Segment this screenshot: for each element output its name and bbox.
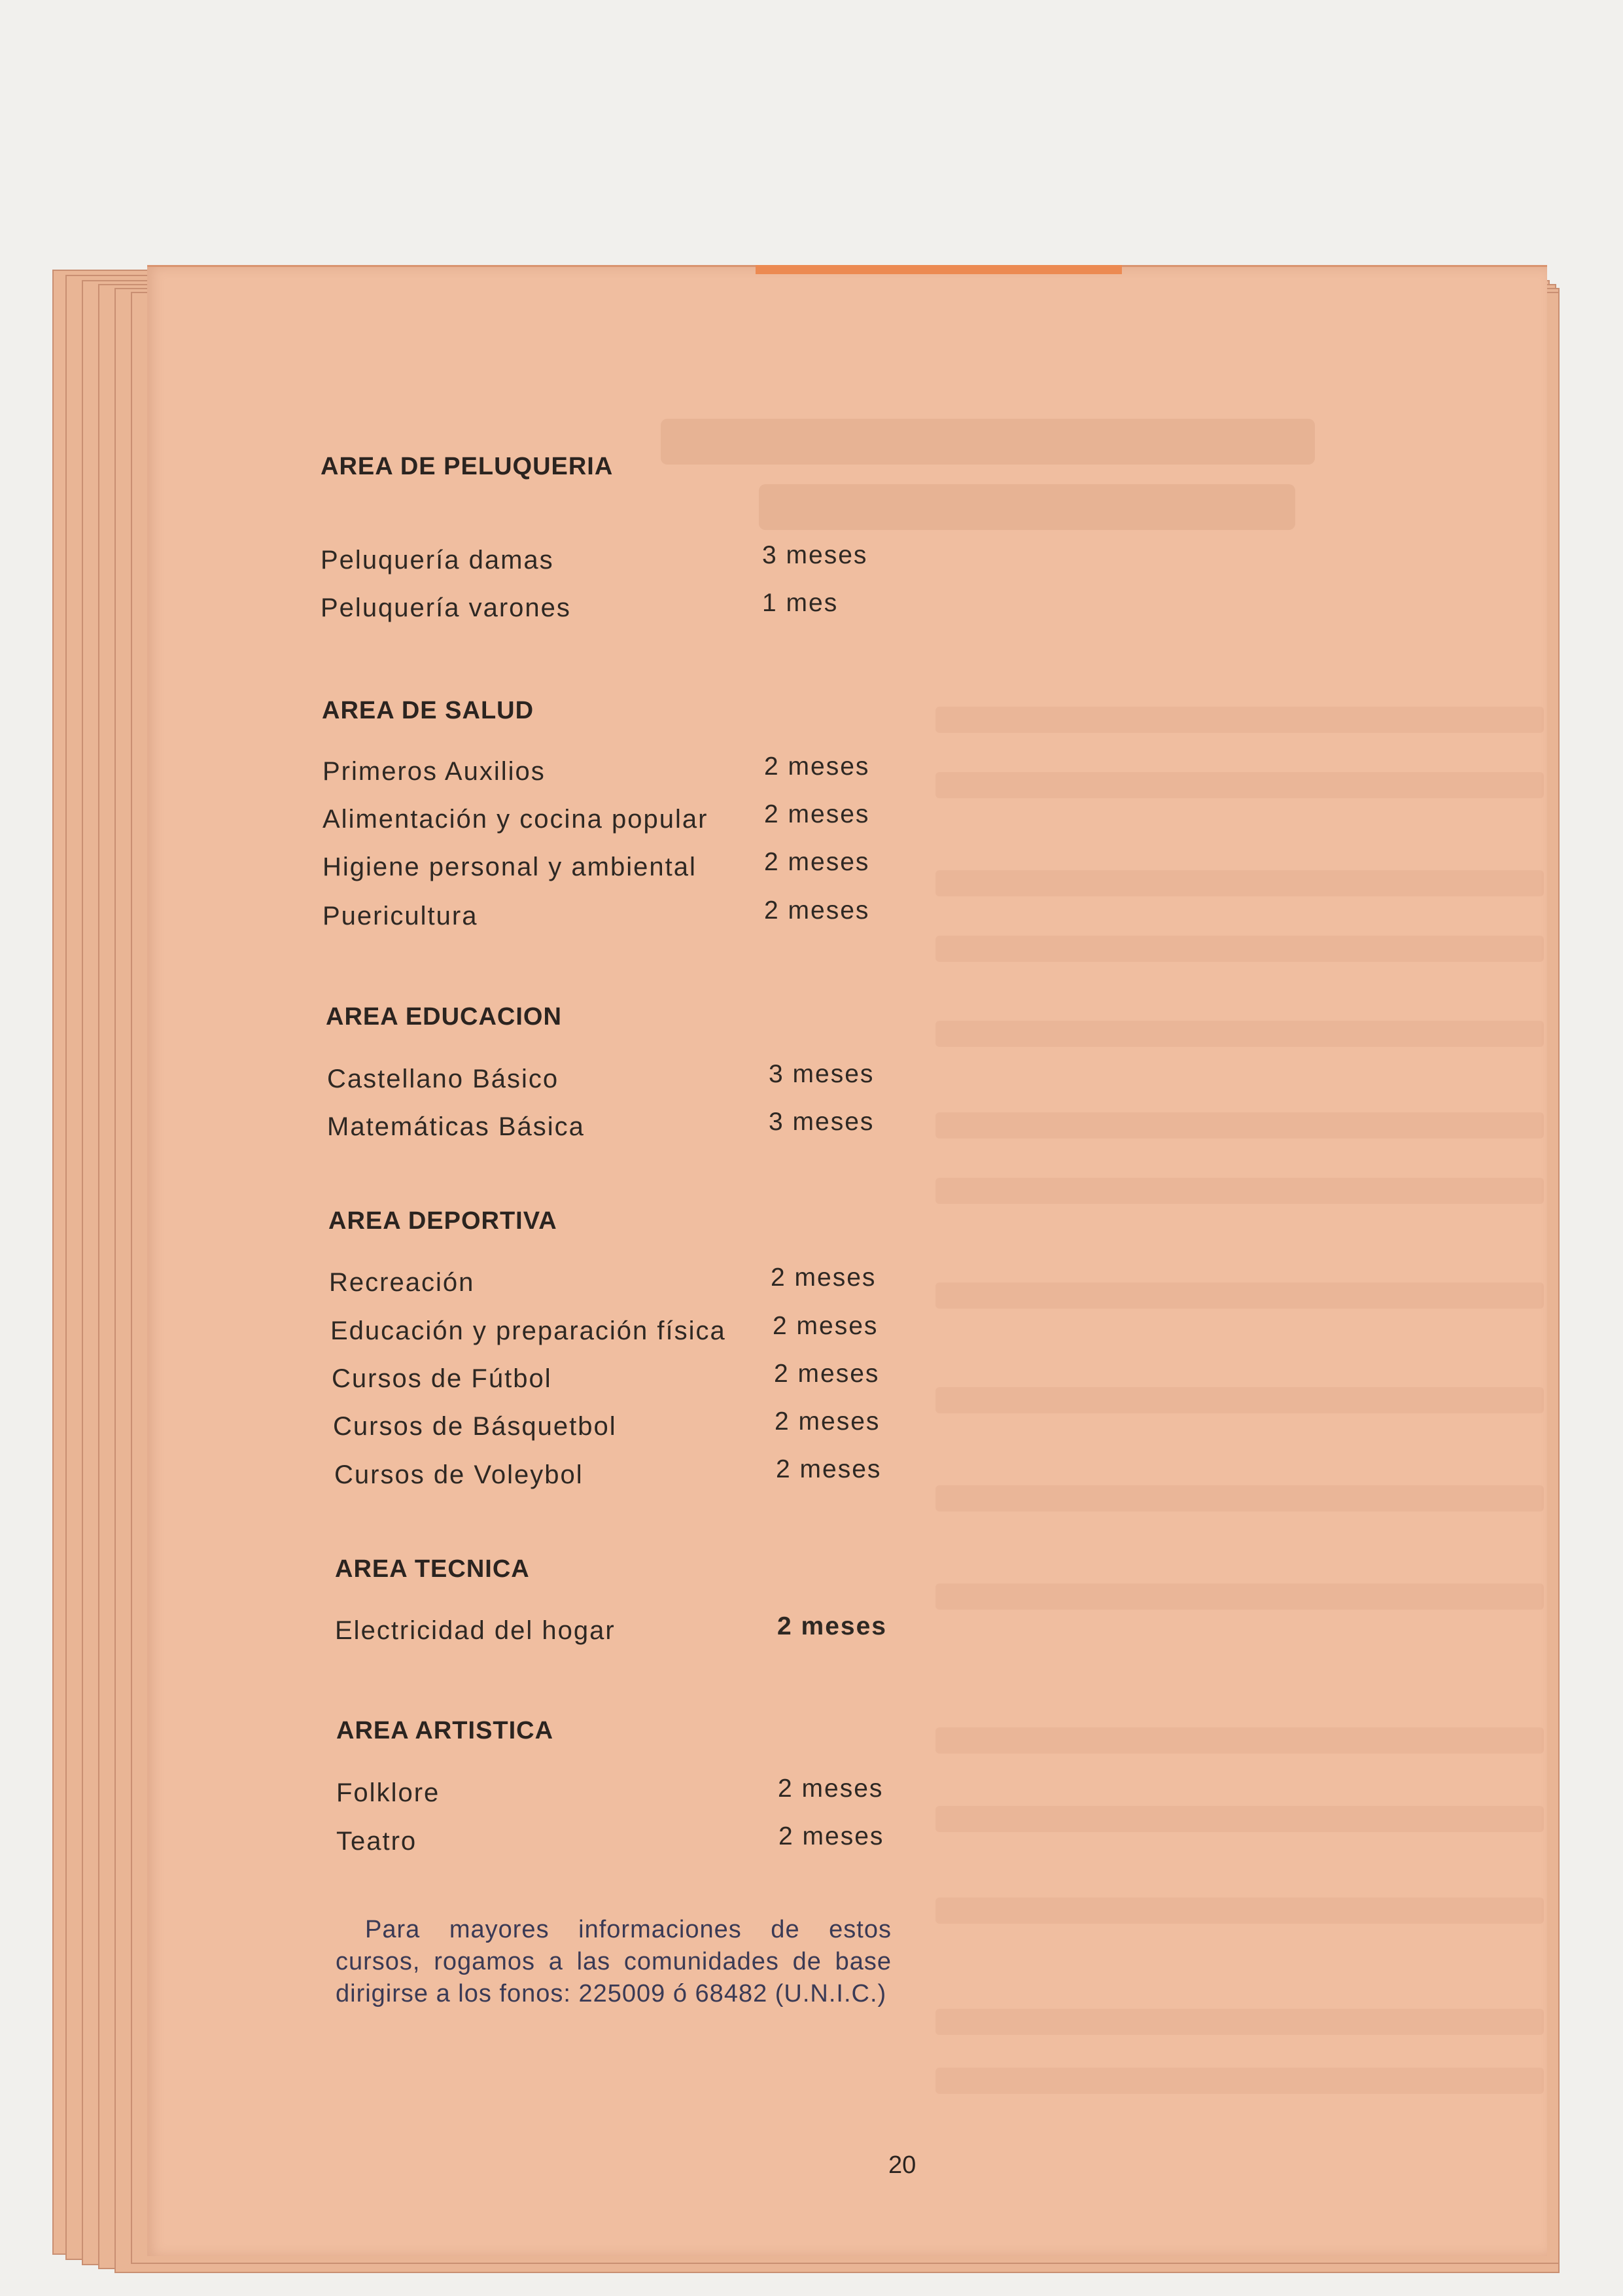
course-duration: 3 meses <box>769 1060 875 1088</box>
bleed-through-line <box>935 707 1544 733</box>
course-name: Higiene personal y ambiental <box>323 853 697 881</box>
bleed-through-title <box>661 419 1537 530</box>
bleed-through-line <box>935 1282 1544 1309</box>
course-duration: 2 meses <box>775 1407 881 1436</box>
bleed-through-line <box>935 1178 1544 1204</box>
course-name: Cursos de Fútbol <box>332 1364 552 1393</box>
bleed-through-line <box>935 1806 1544 1832</box>
course-name: Peluquería damas <box>321 546 554 574</box>
course-name: Educación y preparación física <box>330 1316 726 1345</box>
course-name: Primeros Auxilios <box>323 757 546 786</box>
bleed-through-line <box>935 870 1544 896</box>
bleed-through-line <box>935 1387 1544 1413</box>
section-heading: AREA DEPORTIVA <box>328 1207 557 1235</box>
course-name: Peluquería varones <box>321 593 571 622</box>
course-duration: 2 meses <box>777 1612 887 1640</box>
course-name: Cursos de Voleybol <box>334 1460 584 1489</box>
course-duration: 1 mes <box>762 589 839 617</box>
bleed-through-line <box>935 936 1544 962</box>
course-duration: 3 meses <box>762 541 868 569</box>
course-duration: 2 meses <box>778 1775 884 1803</box>
course-duration: 2 meses <box>764 896 870 925</box>
bleed-through-line <box>935 2068 1544 2094</box>
course-duration: 2 meses <box>771 1263 877 1292</box>
contact-note: Para mayores informaciones de estos cursos, rogamos a las comunidades de base dirigirse a los fonos: 225009 ó 68482 (U.N.I.C.) <box>336 1916 892 2007</box>
course-duration: 2 meses <box>764 848 870 876</box>
course-name: Electricidad del hogar <box>335 1616 616 1645</box>
bleed-through-line <box>935 1583 1544 1610</box>
course-name: Cursos de Básquetbol <box>333 1412 617 1441</box>
cover-edge <box>756 265 1122 274</box>
course-name: Recreación <box>329 1268 475 1297</box>
course-duration: 2 meses <box>764 800 870 828</box>
bleed-through-line <box>935 1112 1544 1139</box>
course-name: Castellano Básico <box>327 1065 559 1093</box>
bleed-through-line <box>935 1021 1544 1047</box>
course-duration: 2 meses <box>778 1822 884 1850</box>
course-name: Alimentación y cocina popular <box>323 805 708 834</box>
course-duration: 2 meses <box>773 1312 879 1340</box>
bleed-through-line <box>935 1485 1544 1511</box>
section-heading: AREA DE PELUQUERIA <box>321 453 614 480</box>
section-heading: AREA EDUCACION <box>326 1003 562 1031</box>
course-duration: 2 meses <box>776 1455 882 1483</box>
page-number: 20 <box>888 2151 916 2179</box>
section-heading: AREA DE SALUD <box>322 697 534 724</box>
course-name: Folklore <box>336 1778 440 1807</box>
course-name: Puericultura <box>323 902 478 930</box>
bleed-through-line <box>935 772 1544 798</box>
section-heading: AREA TECNICA <box>335 1555 530 1583</box>
section-heading: AREA ARTISTICA <box>336 1717 554 1744</box>
bleed-through-line <box>935 2009 1544 2035</box>
course-name: Teatro <box>336 1827 417 1856</box>
course-duration: 3 meses <box>769 1108 875 1136</box>
bleed-through-line <box>935 1898 1544 1924</box>
bleed-through-line <box>935 1727 1544 1754</box>
course-duration: 2 meses <box>774 1360 880 1388</box>
course-duration: 2 meses <box>764 752 870 781</box>
course-name: Matemáticas Básica <box>327 1112 585 1141</box>
